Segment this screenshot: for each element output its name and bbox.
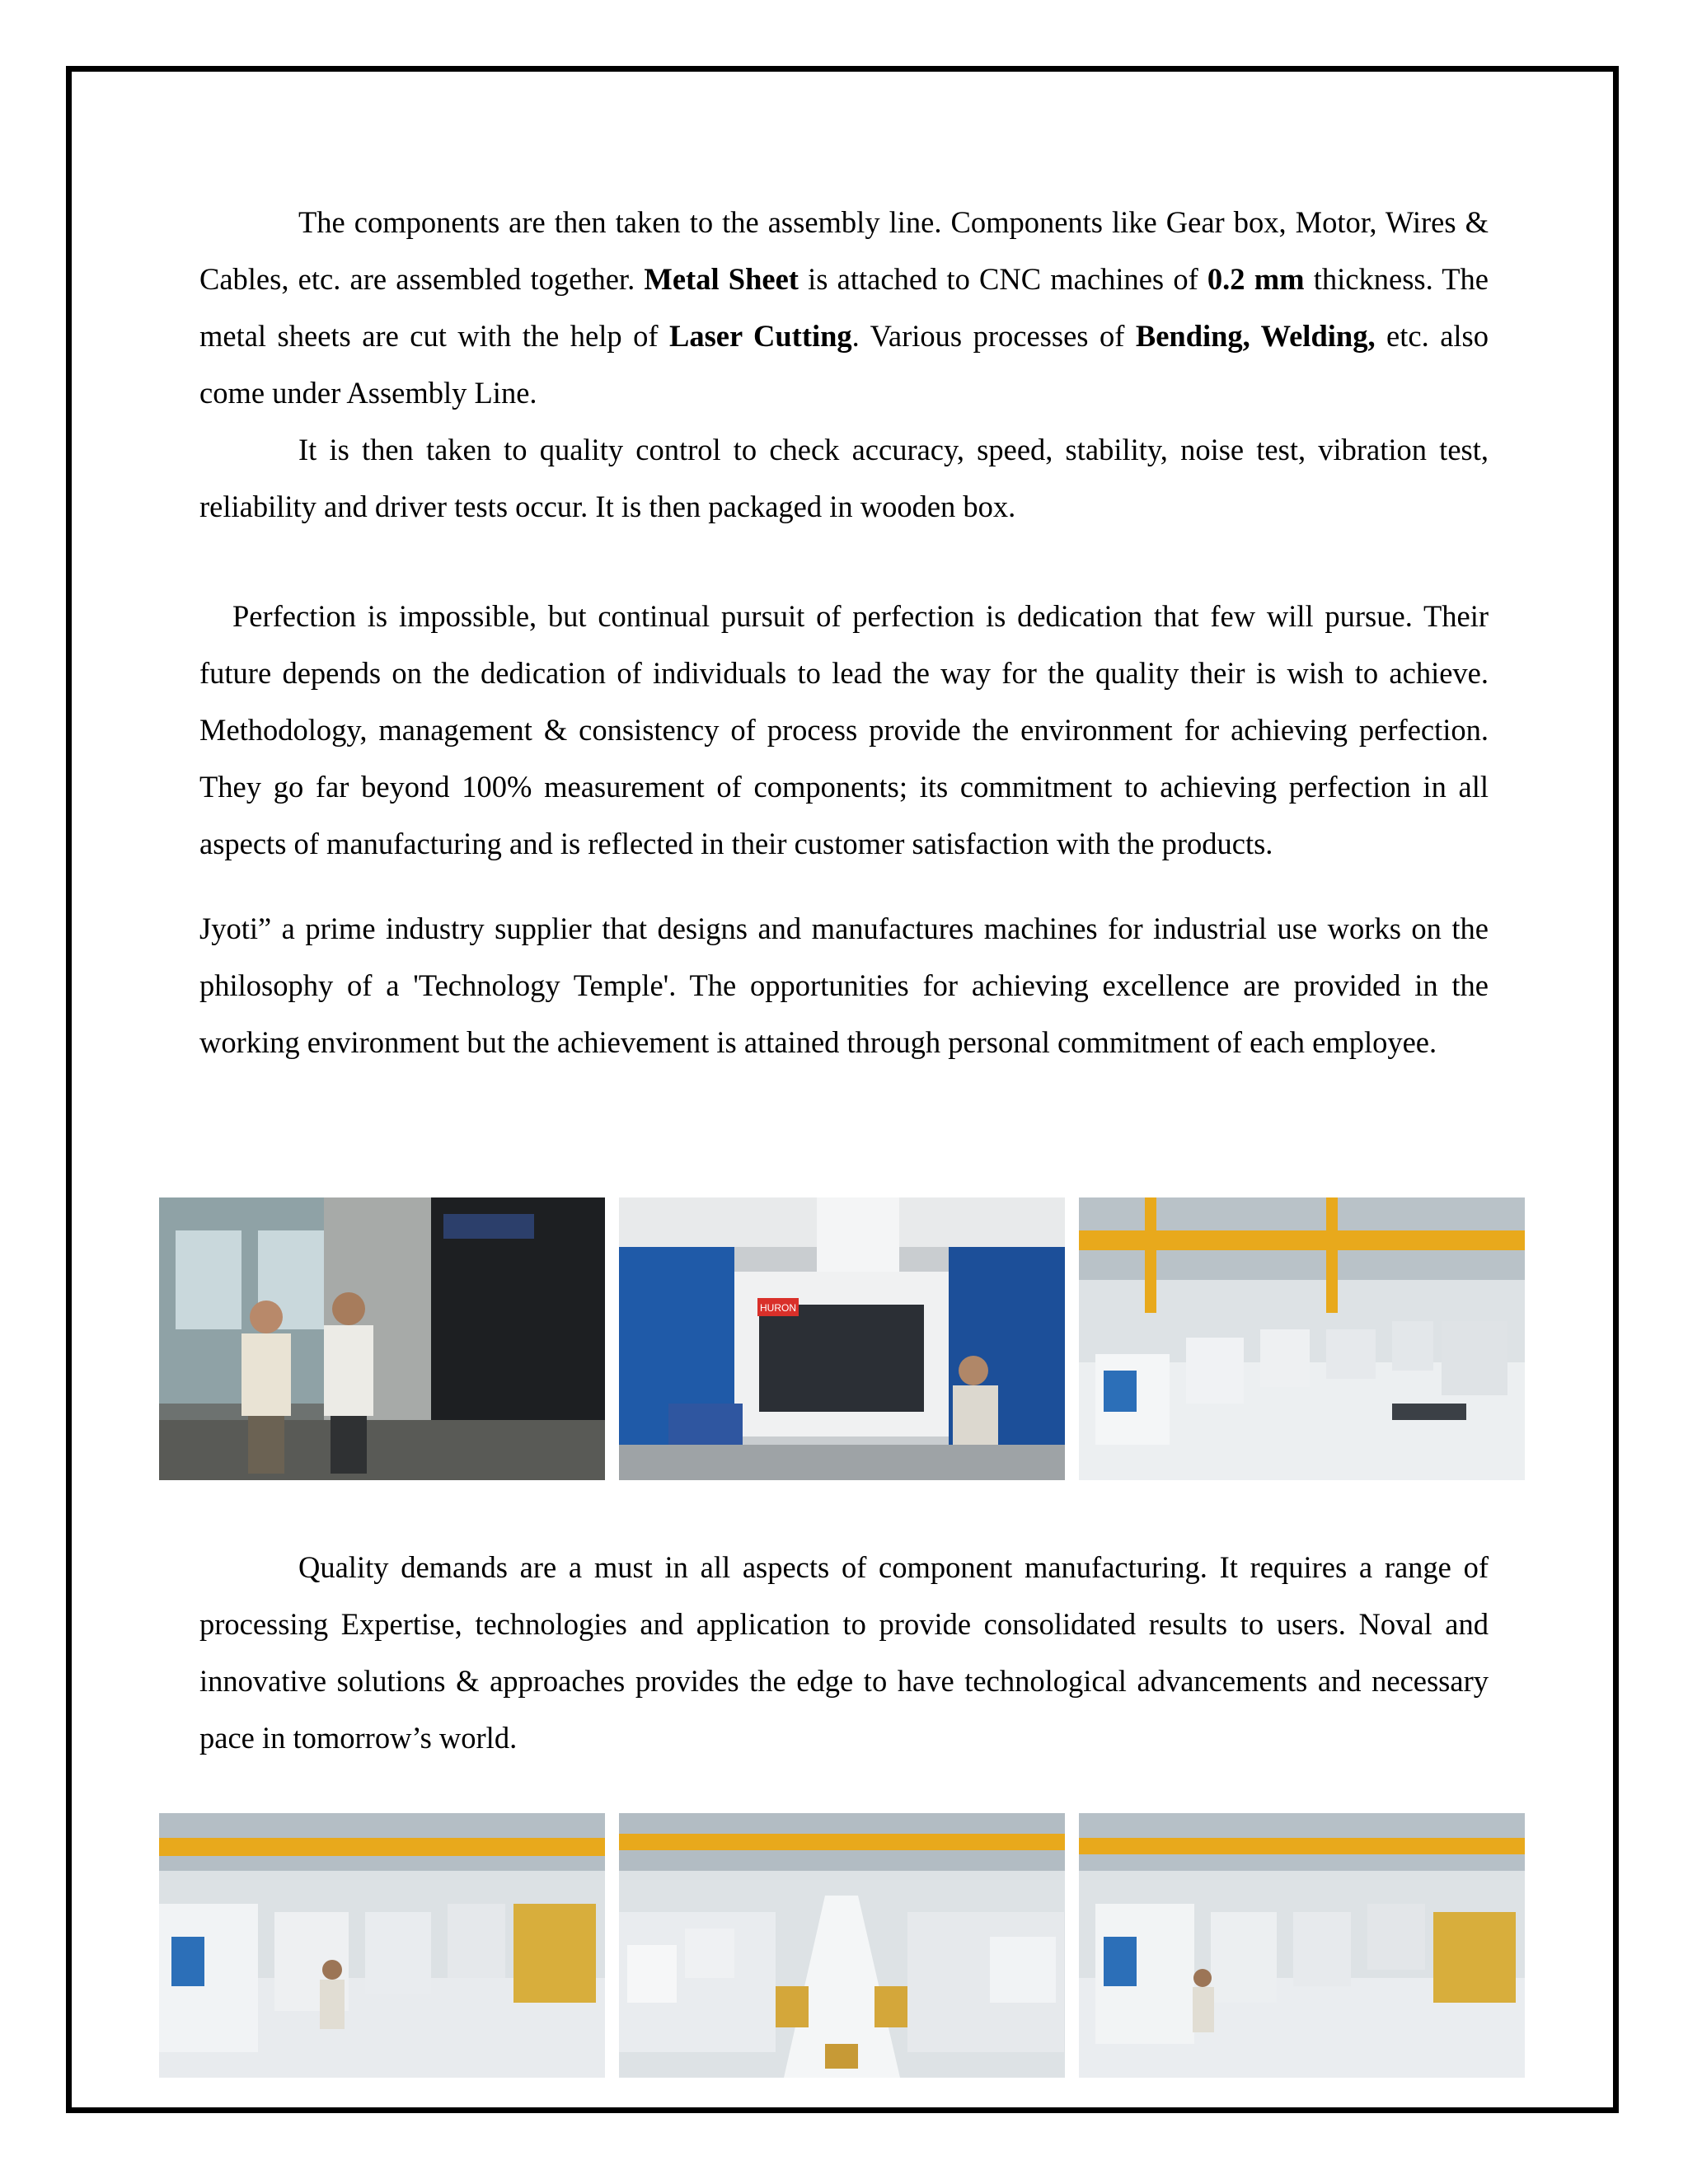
paragraph-jyoti: Jyoti” a prime industry supplier that designs and manufactures machines for industrial use works on the philosophy of a 'Technology Temple'. The opportunities for achieving excellence are provided in the working environment but the achievement is attained through personal commitment of each employee. — [199, 912, 1489, 1059]
photo-row-1 — [159, 1197, 1525, 1480]
text-section-assembly — [199, 194, 1489, 535]
bold-thickness: 0.2 mm — [1207, 262, 1305, 296]
text-section-quality — [199, 1539, 1489, 1766]
men-at-machine-photo — [159, 1197, 605, 1480]
huron-cnc-machine-photo — [619, 1197, 1065, 1480]
huron-label: HURON — [760, 1302, 796, 1314]
paragraph-quality-demands: Quality demands are a must in all aspects of component manufacturing. It requires a range of processing Expertise, technologies and application to provide consolidated results to users. Noval and innovative solutions & approaches provides the edge to have technological advancements and necessary pace in tomorrow’s world. — [199, 1550, 1489, 1755]
text-run: The components are then taken to the assembly line. Components like Gear box, Motor, Wires & Cables, etc. are assembled together. — [199, 205, 1489, 296]
factory-aisle-photo-right — [1079, 1813, 1525, 2078]
text-run: thickness. The metal sheets are cut with the help of — [199, 262, 1489, 353]
paragraph-perfection: Perfection is impossible, but continual pursuit of perfection is dedication that few will pursue. Their future depends on the dedication of individuals to lead the way for the quality their is wish to achieve. Methodology, management & consistency of process provide the environment for achieving perfection. They go far beyond 100% measurement of components; its commitment to achieving perfection in all aspects of manufacturing and is reflected in their customer satisfaction with the products. — [199, 599, 1489, 860]
bold-laser-cutting: Laser Cutting — [668, 319, 852, 353]
text-run: . Various processes of — [851, 319, 1136, 353]
text-run: is attached to CNC machines of — [798, 262, 1207, 296]
bold-metal-sheet: Metal Sheet — [644, 262, 799, 296]
factory-floor-photo — [1079, 1197, 1525, 1480]
paragraph-assembly-line — [199, 194, 1489, 421]
text-run: etc. also come under Assembly Line. — [199, 319, 1489, 410]
factory-aisle-photo-left — [159, 1813, 605, 2078]
text-section-perfection — [199, 588, 1489, 1071]
photo-row-2 — [159, 1813, 1525, 2078]
paragraph-quality-control: It is then taken to quality control to check accuracy, speed, stability, noise test, vibration test, reliability and driver tests occur. It is then packaged in wooden box. — [199, 433, 1489, 523]
factory-aisle-photo-center — [619, 1813, 1065, 2078]
bold-bending-welding: Bending, Welding, — [1135, 319, 1376, 353]
